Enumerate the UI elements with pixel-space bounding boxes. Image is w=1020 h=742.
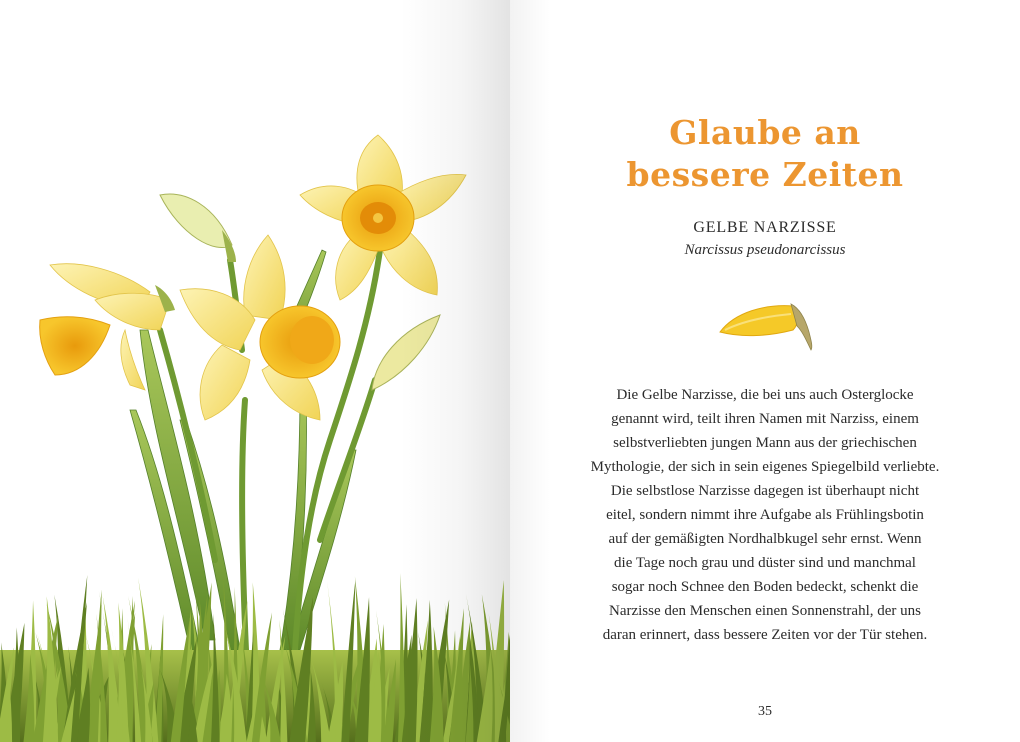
body-text xyxy=(570,383,960,647)
body-line: selbstverliebten jungen Mann aus der griechischen xyxy=(613,435,917,451)
page-number: 35 xyxy=(758,704,772,719)
body-line: auf der gemäßigten Nordhalbkugel sehr ernst. Wenn xyxy=(608,531,922,547)
flower-top xyxy=(300,135,466,300)
body-line: sogar noch Schnee den Boden bedeckt, schenkt die xyxy=(611,579,919,595)
body-line: Die selbstlose Narzisse dagegen ist überhaupt nicht xyxy=(610,483,920,499)
body-line: Narzisse den Menschen einen Sonnenstrahl, der uns xyxy=(609,603,921,619)
right-page xyxy=(510,0,1020,742)
latin-name: Narcissus pseudonarcissus xyxy=(684,242,846,258)
body-line: Mythologie, der sich in sein eigenes Spiegelbild verliebte. xyxy=(590,459,940,475)
chapter-title-line: bessere Zeiten xyxy=(626,155,904,194)
bud-upper xyxy=(160,194,236,262)
chapter-title-line: Glaube an xyxy=(669,113,861,152)
plant-name: GELBE NARZISSE xyxy=(693,219,837,236)
body-line: die Tage noch grau und düster sind und manchmal xyxy=(614,555,916,571)
bud-right xyxy=(372,315,440,390)
chapter-title xyxy=(510,112,1020,196)
petal-ornament-icon xyxy=(715,292,815,354)
body-line: daran erinnert, dass bessere Zeiten vor der Tür stehen. xyxy=(602,627,928,643)
body-line: genannt wird, teilt ihren Namen mit Narziss, einem xyxy=(611,411,919,427)
body-line: Die Gelbe Narzisse, die bei uns auch Osterglocke xyxy=(616,387,914,403)
body-line: eitel, sondern nimmt ihre Aufgabe als Frühlingsbotin xyxy=(606,507,924,523)
